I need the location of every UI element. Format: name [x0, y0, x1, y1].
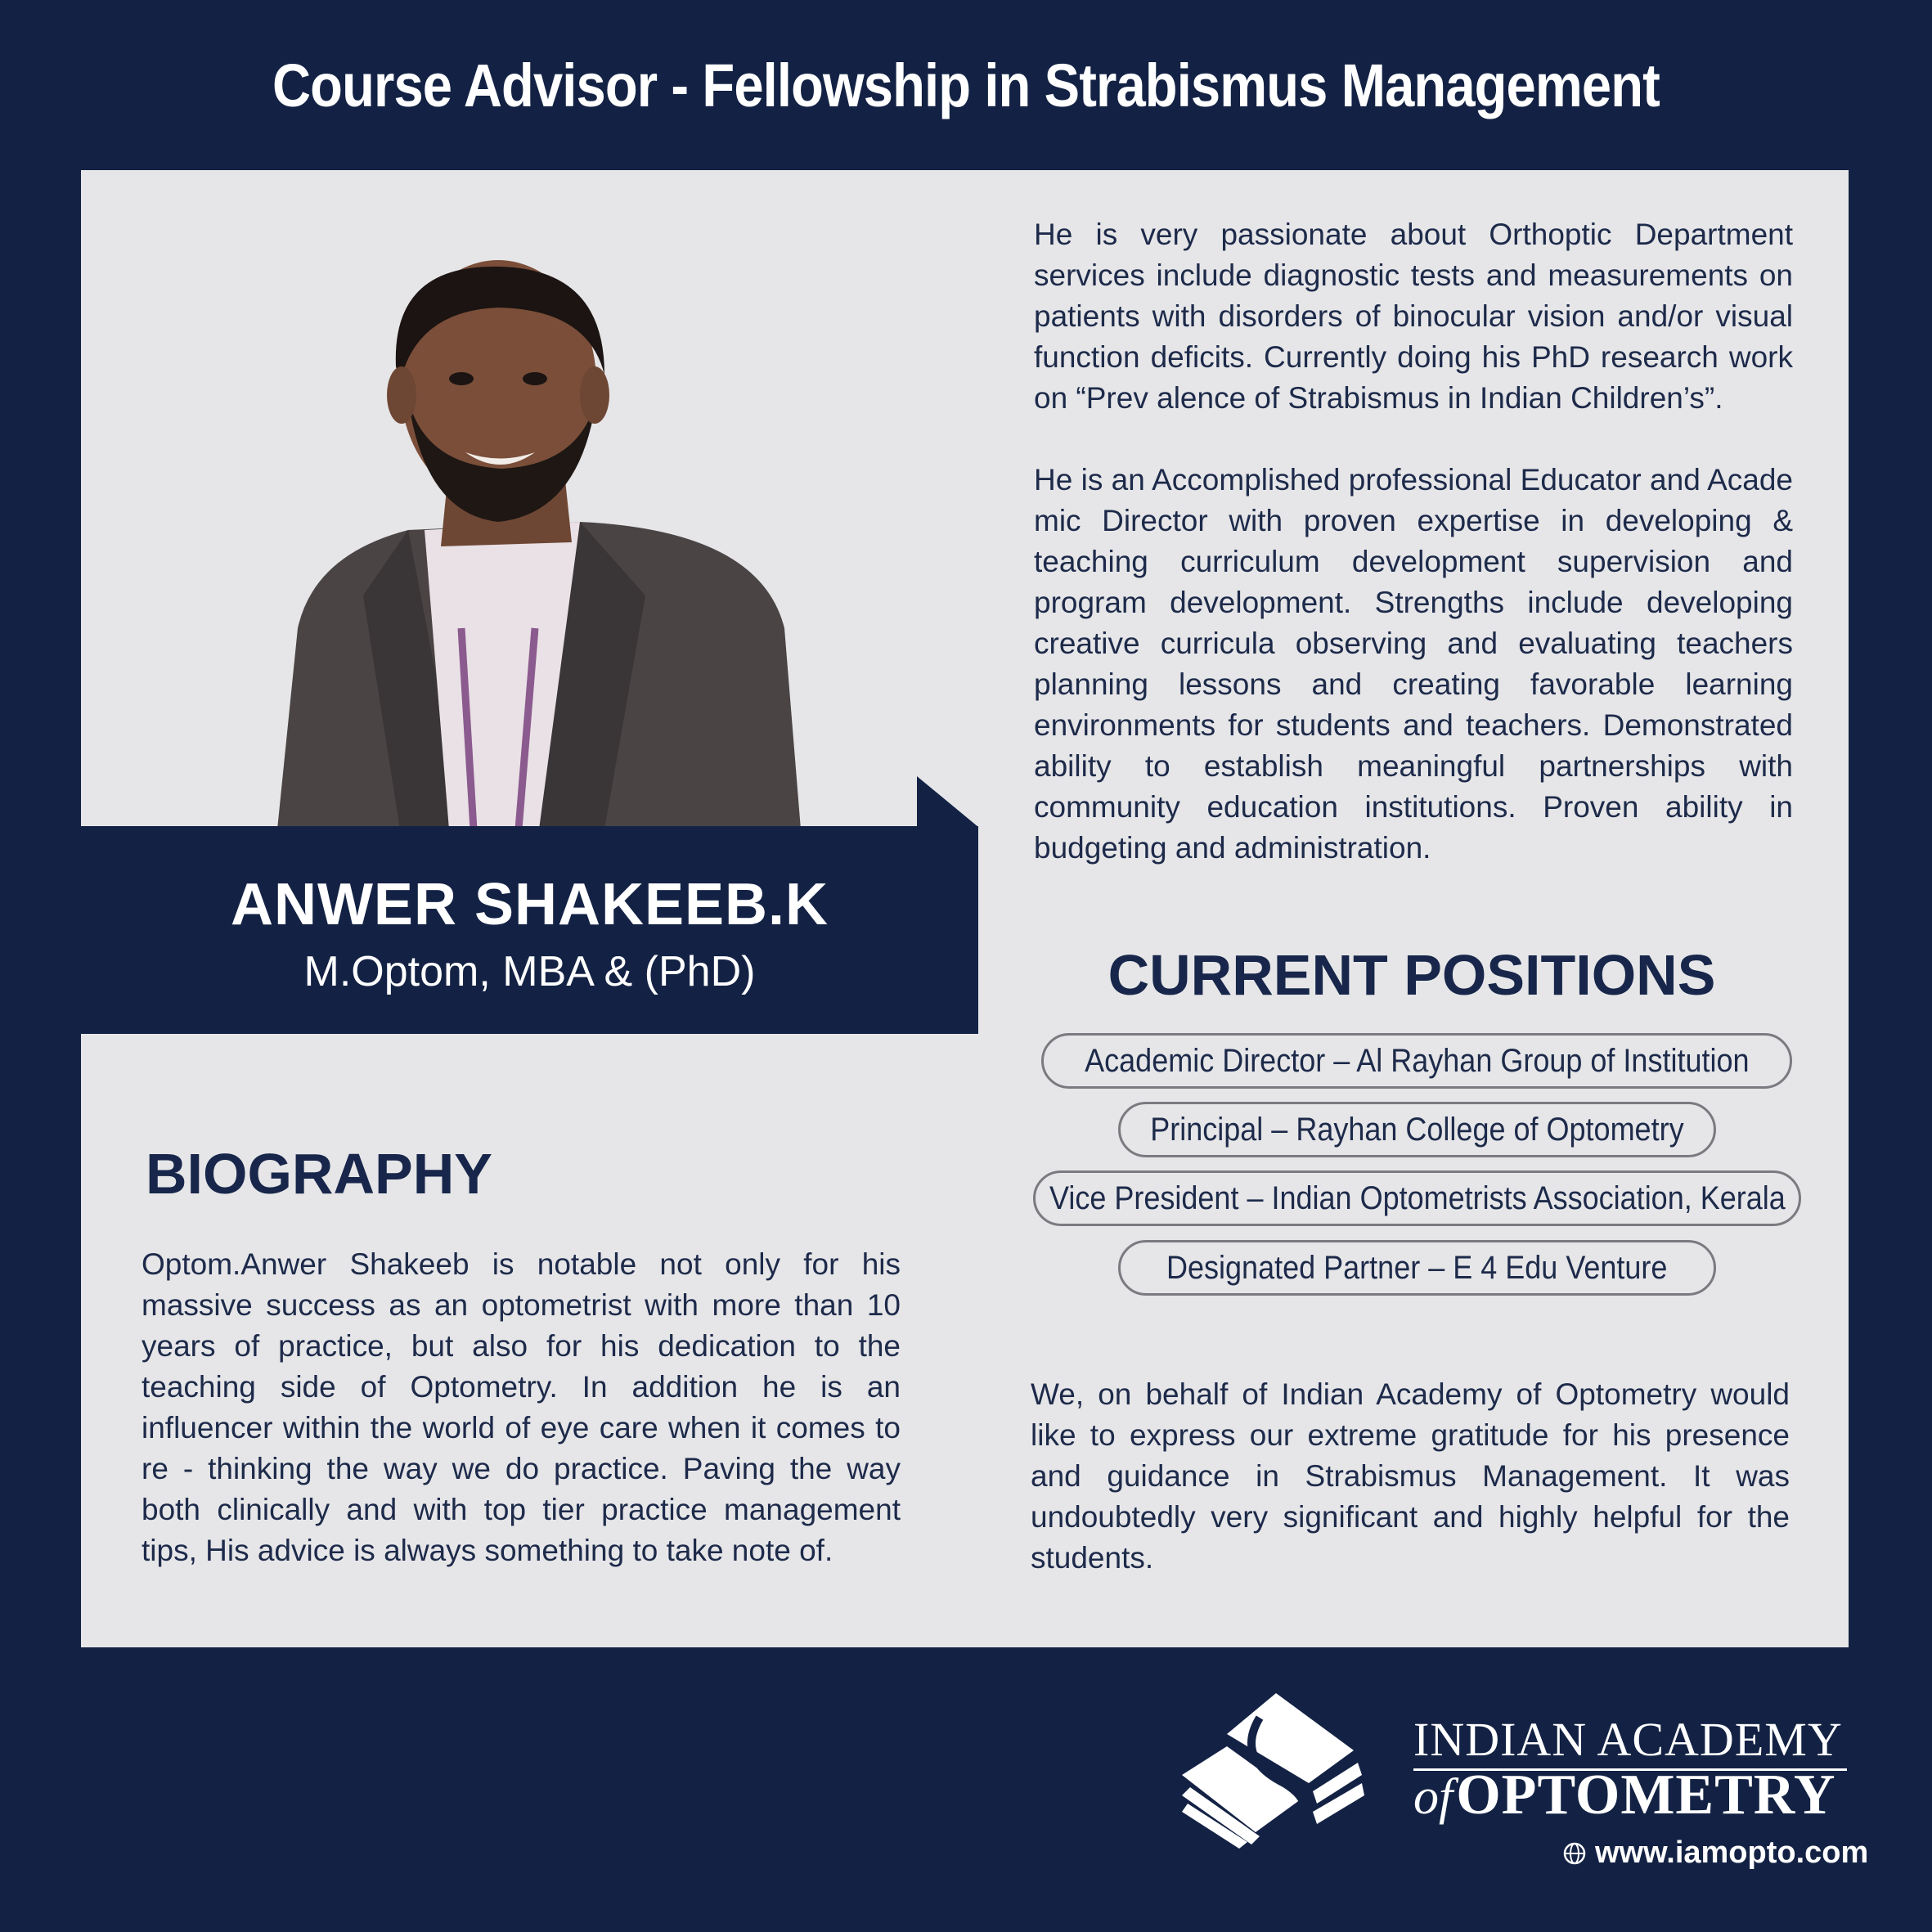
- position-item: [1041, 1033, 1792, 1089]
- position-item: [1118, 1240, 1716, 1296]
- page-title: Course Advisor - Fellowship in Strabismus Management: [272, 52, 1660, 119]
- website-link[interactable]: [1562, 1835, 1868, 1871]
- logo-text-line1: INDIAN ACADEMY: [1413, 1712, 1847, 1771]
- profile-credentials: M.Optom, MBA & (PhD): [303, 948, 756, 995]
- about-paragraph-2: He is an Accomplished professional Educator and Acade mic Director with proven expertise in developing & teaching curriculum development supervision and program development. Strengths include developing creative curricula observing and evaluating teachers planning lessons and creating favorable learning environments for students and teachers. Demonstrated ability to establish meaningful partnerships with community education institutions. Proven ability in budgeting and administration.: [1034, 463, 1793, 865]
- positions-heading: CURRENT POSITIONS: [1108, 943, 1716, 1007]
- globe-icon: [1562, 1841, 1587, 1866]
- logo-text-line2: [1413, 1763, 1855, 1828]
- position-label: Academic Director – Al Rayhan Group of Institution: [1084, 1042, 1750, 1079]
- profile-name: ANWER SHAKEEB.K: [230, 872, 829, 937]
- academy-logo-icon: [1178, 1685, 1366, 1849]
- position-item: [1033, 1170, 1801, 1226]
- biography-heading: BIOGRAPHY: [146, 1142, 492, 1206]
- name-banner: [81, 826, 978, 1034]
- position-label: Vice President – Indian Optometrists Association, Kerala: [1049, 1179, 1786, 1216]
- profile-photo: [81, 170, 978, 829]
- banner-notch: [917, 776, 978, 827]
- position-item: [1118, 1102, 1716, 1157]
- position-label: Principal – Rayhan College of Optometry: [1150, 1111, 1684, 1148]
- closing-note: We, on behalf of Indian Academy of Optometry would like to express our extreme gratitude for his presence and guidance in Strabismus Management. It was undoubtedly very significant and highly helpful for the students.: [1031, 1377, 1790, 1575]
- logo-text-optometry: OPTOMETRY: [1456, 1764, 1836, 1826]
- position-label: Designated Partner – E 4 Edu Venture: [1166, 1249, 1668, 1286]
- logo-text-of: of: [1413, 1769, 1453, 1825]
- biography-text: Optom.Anwer Shakeeb is notable not only for his massive success as an optometrist with more than 10 years of practice, but also for his dedication to the teaching side of Optometry. In addition he is an influencer within the world of eye care when it comes to re - thinking the way we do practice. Paving the way both clinically and with top tier practice management tips, His advice is always something to take note of.: [142, 1247, 901, 1567]
- about-paragraph-1: He is very passionate about Orthoptic Department services include diagnostic tests and measurements on patients with disorders of binocular vision and/or visual function deficits. Currently doing his PhD research work on “Prev alence of Strabismus in Indian Children’s”.: [1034, 218, 1793, 415]
- website-text: www.iamopto.com: [1595, 1835, 1869, 1870]
